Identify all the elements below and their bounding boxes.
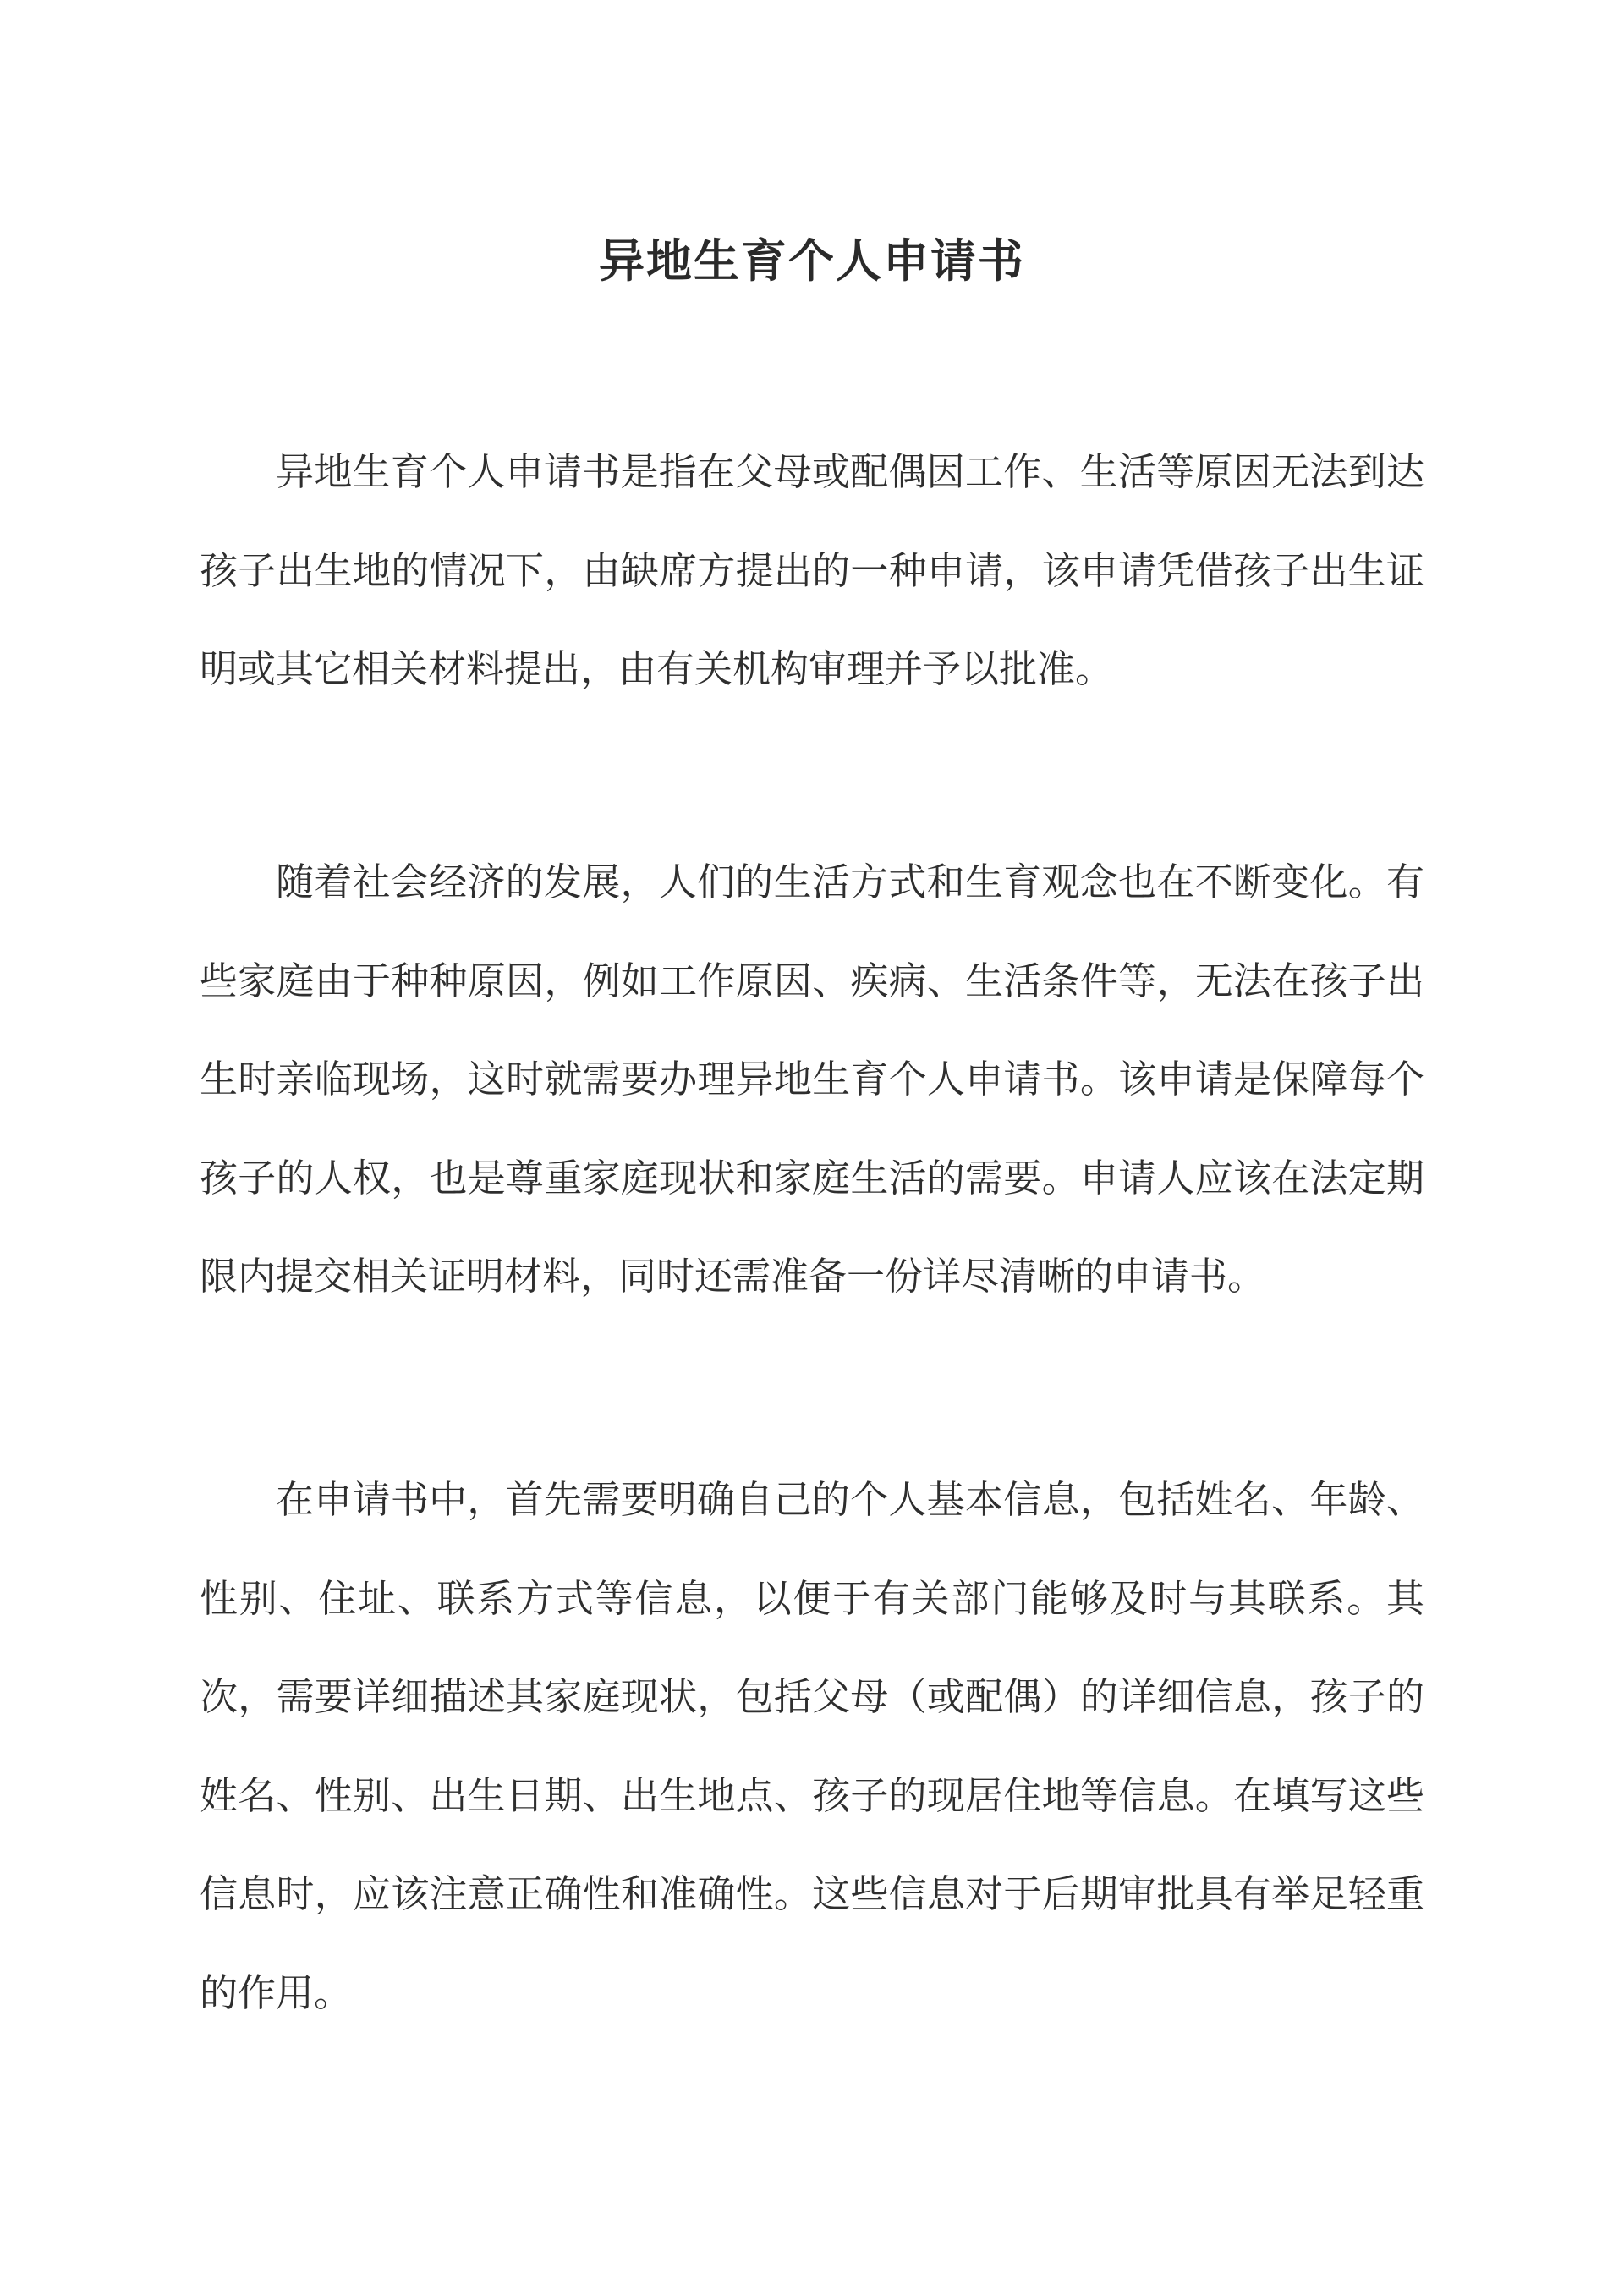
paragraph-definition: 异地生育个人申请书是指在父母或配偶因工作、生活等原因无法到达孩子出生地的情况下，由缺席方提出的一种申请，该申请凭借孩子出生证明或其它相关材料提出，由有关机构审理并予以批准。	[200, 449, 1424, 691]
document-title: 异地生育个人申请书	[599, 233, 1025, 288]
paragraph-content-requirements: 在申请书中，首先需要明确自己的个人基本信息，包括姓名、年龄、性别、住址、联系方式等信息，以便于有关部门能够及时与其联系。其次，需要详细描述其家庭现状，包括父母（或配偶）的详细信息，孩子的姓名、性别、出生日期、出生地点、孩子的现居住地等信息。在填写这些信息时，应该注意正确性和准确性。这些信息对于后期审批具有举足轻重的作用。	[200, 1477, 1424, 2015]
paragraph-background: 随着社会经济的发展，人们的生活方式和生育观念也在不断变化。有些家庭由于种种原因，例如工作原因、疾病、生活条件等，无法在孩子出生时亲临现场，这时就需要办理异地生育个人申请书。该申请是保障每个孩子的人权，也是尊重家庭现状和家庭生活的需要。申请人应该在法定期限内提交相关证明材料，同时还需准备一份详尽清晰的申请书。	[200, 860, 1424, 1299]
